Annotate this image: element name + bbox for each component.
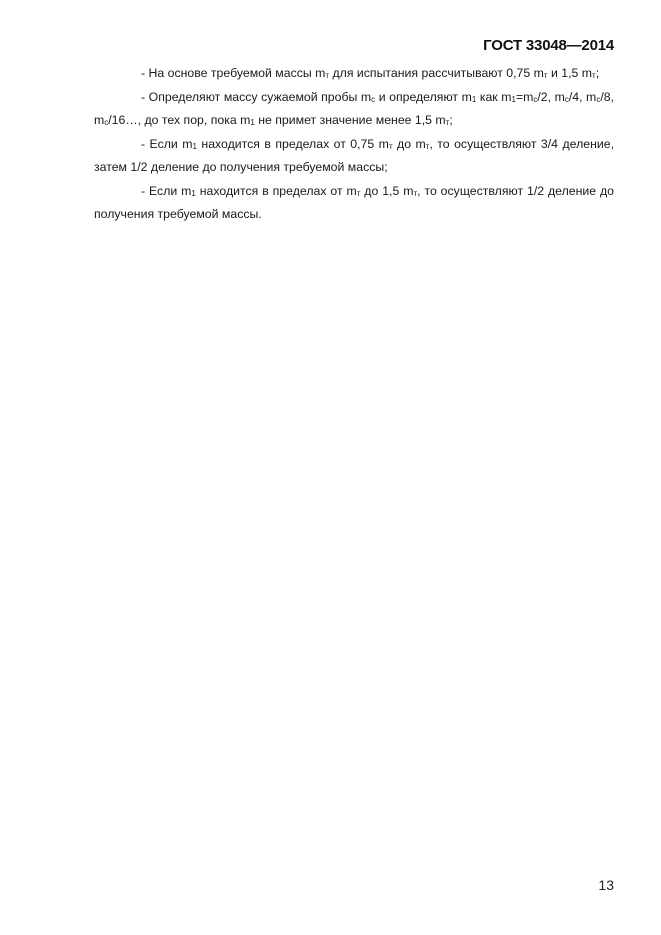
paragraph-three-quarter-division [94, 133, 614, 180]
text-run: - Определяют массу сужаемой пробы m [141, 89, 372, 104]
subscript: с [533, 94, 538, 104]
text-run: до 1,5 m [360, 183, 414, 198]
subscript: т [356, 188, 361, 198]
subscript: 1 [250, 118, 255, 127]
text-run: - Если m [141, 183, 192, 198]
document-body [94, 62, 614, 227]
paragraph-half-division [94, 180, 614, 227]
subscript: с [104, 118, 109, 127]
text-run: - Если m [141, 136, 193, 151]
subscript: 1 [511, 94, 516, 104]
subscript: 1 [471, 94, 477, 104]
paragraph-required-mass [94, 62, 614, 86]
text-run: до m [392, 136, 426, 151]
subscript: т [543, 71, 548, 80]
text-run: для испытания рассчитывают 0,75 m [329, 66, 544, 80]
text-run: , то осуществляют 1/2 деление до получения требуемой массы. [94, 183, 615, 221]
subscript: т [388, 141, 393, 151]
text-run: /2, m [537, 89, 565, 104]
text-run: находится в пределах от 0,75 m [196, 136, 389, 151]
text-run: /16…, до тех пор, пока m [108, 113, 251, 127]
subscript: 1 [191, 188, 196, 198]
text-run: /8, m [94, 89, 614, 127]
paragraph-determine-mass [94, 86, 614, 133]
subscript: 1 [192, 141, 197, 151]
text-run: /4, m [568, 89, 597, 104]
subscript: т [592, 71, 596, 80]
document-header-standard-id: ГОСТ 33048—2014 [483, 37, 614, 54]
text-run: ; [449, 113, 453, 127]
text-run: и 1,5 m [547, 66, 593, 80]
subscript: с [371, 94, 376, 104]
text-run: находится в пределах от m [195, 183, 357, 198]
text-run: и определяют m [375, 89, 472, 104]
text-run: как m [476, 89, 512, 104]
text-run: =m [515, 89, 534, 104]
text-run: - На основе требуемой массы m [141, 66, 326, 80]
page-number: 13 [598, 877, 614, 893]
subscript: с [596, 94, 601, 104]
subscript: т [413, 188, 418, 198]
subscript: с [564, 94, 569, 104]
subscript: т [425, 141, 430, 151]
text-run: не примет значение менее 1,5 m [254, 113, 446, 127]
subscript: т [325, 71, 330, 80]
subscript: т [445, 118, 450, 127]
text-run: ; [595, 66, 600, 80]
text-run: , то осуществляют 3/4 деление, затем 1/2 деление до получения требуемой массы; [94, 136, 615, 174]
